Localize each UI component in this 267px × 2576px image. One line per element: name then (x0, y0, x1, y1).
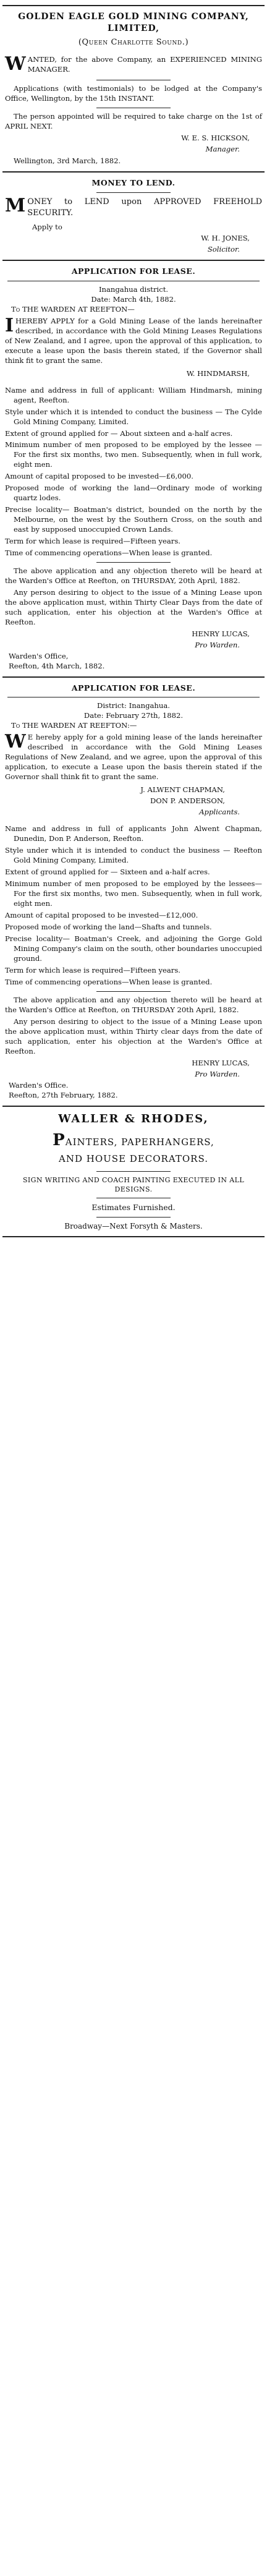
dropcap: I (5, 314, 14, 336)
warden-name: HENRY LUCAS, (192, 629, 250, 639)
ad-waller-rhodes (0, 1112, 267, 1231)
ad-title: GOLDEN EAGLE GOLD MINING COMPANY, LIMITED, (18, 12, 249, 34)
date: Date: February 27th, 1882. (83, 711, 184, 720)
applicants-label: Applicants. (199, 808, 240, 817)
intro-text: HEREBY APPLY for a Gold Mining Lease of the lands hereinafter described, in accordance with the Gold Mining Leases Regulations of New Zealand, and I agree, upon the approval of this application, to execute a lease upon the basis therein stated, if the Governor shall think fit to grant the same. (5, 316, 262, 365)
list-item: Amount of capital proposed to be invested—£6,000. (5, 472, 193, 481)
dropcap: W (5, 731, 26, 753)
intro-paragraph (5, 314, 262, 366)
objection-notice: Any person desiring to object to the issue of a Mining Lease upon the above application must, within Thirty clear days from the date of such application, enter his objection at the Warden's Office at Reefton. (5, 1017, 262, 1056)
divider (96, 192, 171, 193)
ad-date: Wellington, 3rd March, 1882. (14, 156, 121, 166)
list-item: Term for which lease is required—Fifteen years. (5, 966, 180, 975)
hearing-notice: The above application and any objection thereto will be heard at the Warden's Office at Reefton, on THURSDAY 20th April, 1882. (5, 996, 262, 1014)
wanted-text: ANTED, for the above Company, an EXPERIENCED MINING MANAGER. (27, 54, 262, 74)
ad-title: WALLER & RHODES, (58, 1112, 209, 1125)
ad-heading: MONEY TO LEND. (91, 178, 176, 188)
estimates: Estimates Furnished. (91, 1203, 176, 1213)
divider (2, 171, 265, 173)
lend-paragraph (5, 194, 262, 219)
dropcap: W (5, 53, 26, 75)
signer-name: W. E. S. HICKSON, (181, 134, 250, 143)
list-item: Minimum number of men proposed to be employed by the lessee — For the first six months, two men. Subsequently, when in full work, eight men. (5, 440, 262, 469)
list-item: Term for which lease is required—Fifteen years. (5, 537, 180, 546)
warden-name: HENRY LUCAS, (192, 1058, 250, 1067)
divider (2, 676, 265, 678)
ad-golden-eagle (0, 11, 267, 166)
wanted-paragraph (5, 55, 262, 75)
list-item: Precise locality— Boatman's Creek, and adjoining the Gorge Gold Mining Company's claim on the south, other boundaries unoccupied ground. (5, 934, 262, 963)
ad-heading: APPLICATION FOR LEASE. (71, 267, 196, 276)
office: Warden's Office. (9, 1080, 69, 1090)
ad-lease-chapman (0, 683, 267, 1101)
ad-heading: APPLICATION FOR LEASE. (71, 683, 196, 693)
divider (2, 260, 265, 261)
divider (2, 1236, 265, 1237)
list-item: Name and address in full of applicants John Alwent Chapman, Dunedin, Don P. Anderson, Reefton. (5, 824, 262, 843)
list-item: Proposed mode of working the land—Ordinary mode of working quartz lodes. (5, 484, 262, 503)
list-item: Precise locality— Boatman's district, bounded on the north by the Melbourne, on the west by the Southern Cross, on the south and east by supposed unoccupied Crown Lands. (5, 505, 262, 534)
list-item: Style under which it is intended to conduct the business — The Cylde Gold Mining Company, Limited. (5, 407, 262, 426)
apply-to: Apply to (32, 222, 62, 231)
office-date: Reefton, 4th March, 1882. (9, 662, 105, 671)
entries-list (5, 386, 262, 559)
address: Broadway—Next Forsyth & Masters. (64, 1221, 203, 1230)
applications-text: Applications (with testimonials) to be lodged at the Company's Office, Wellington, by the 15th INSTANT. (5, 84, 262, 103)
signer-name: W. H. JONES, (201, 234, 250, 243)
list-item: Minimum number of men proposed to be employed by the lessees—For the first six months, two men. Subsequently, when in full work, eight men. (5, 879, 262, 908)
hearing-notice: The above application and any objection thereto will be heard at the Warden's Office at Reefton, on THURSDAY, 20th April, 1882. (5, 566, 262, 586)
addressee: To THE WARDEN AT REEFTON:— (11, 721, 137, 730)
ad-money-to-lend (0, 177, 267, 255)
trade-line (5, 1130, 262, 1152)
divider (96, 991, 171, 992)
applicant-1: J. ALWENT CHAPMAN, (140, 785, 225, 795)
objection-notice: Any person desiring to object to the issue of a Mining Lease upon the above application must, within Thirty Clear Days from the date of such application, enter his objection at the Warden's Office at Reefton. (5, 588, 262, 627)
warden-role: Pro Warden. (195, 1069, 240, 1078)
warden-role: Pro Warden. (195, 641, 240, 650)
divider (96, 562, 171, 563)
entries-list (5, 824, 262, 987)
intro-text: E hereby apply for a gold mining lease of the lands hereinafter described in accordance with the Gold Mining Leases Regulations of New Zealand, and we agree, upon the approval of this application, to execute a Lease upon the basis therein stated if the Governor shall think fit to grant the same. (5, 733, 262, 782)
applicant-signature: W. HINDMARSH, (186, 369, 250, 378)
divider (96, 1171, 171, 1172)
office-date: Reefton, 27th February, 1882. (9, 1090, 118, 1099)
district: Inangahua district. (98, 284, 169, 294)
services: SIGN WRITING AND COACH PAINTING EXECUTED IN ALL DESIGNS. (22, 1176, 245, 1194)
dropcap: M (5, 194, 26, 216)
signer-role: Manager. (205, 145, 240, 154)
list-item: Extent of ground applied for — Sixteen and a-half acres. (5, 868, 210, 877)
signer-role: Solicitor. (207, 245, 240, 254)
duty-text: The person appointed will be required to take charge on the 1st of APRIL NEXT. (5, 112, 262, 131)
district: District: Inangahua. (97, 701, 170, 710)
list-item: Amount of capital proposed to be invested—£12,000. (5, 911, 198, 920)
list-item: Extent of ground applied for — About sixteen and a-half acres. (5, 429, 233, 438)
divider (2, 1106, 265, 1107)
ad-subtitle: (Queen Charlotte Sound.) (78, 37, 189, 47)
ad-lease-hindmarsh (0, 266, 267, 672)
trade-line-2: AND HOUSE DECORATORS. (59, 1153, 208, 1164)
divider (2, 5, 265, 6)
list-item: Proposed mode of working the land—Shafts and tunnels. (5, 923, 212, 932)
dropcap: P (53, 1130, 66, 1149)
trade-line-1: AINTERS, PAPERHANGERS, (65, 1136, 214, 1148)
list-item: Name and address in full of applicant: William Hindmarsh, mining agent, Reefton. (5, 385, 262, 404)
list-item: Time of commencing operations—When lease is granted. (5, 548, 213, 558)
intro-paragraph (5, 733, 262, 782)
applicant-2: DON P. ANDERSON, (150, 796, 225, 806)
list-item: Time of commencing operations—When lease is granted. (5, 978, 213, 987)
list-item: Style under which it is intended to conduct the business — Reefton Gold Mining Company, Limited. (5, 846, 262, 865)
addressee: To THE WARDEN AT REEFTON— (11, 304, 135, 313)
date: Date: March 4th, 1882. (91, 294, 176, 304)
lend-text: ONEY to LEND upon APPROVED FREEHOLD SECURITY. (27, 197, 262, 218)
divider (96, 1217, 171, 1218)
office: Warden's Office, (9, 652, 69, 661)
